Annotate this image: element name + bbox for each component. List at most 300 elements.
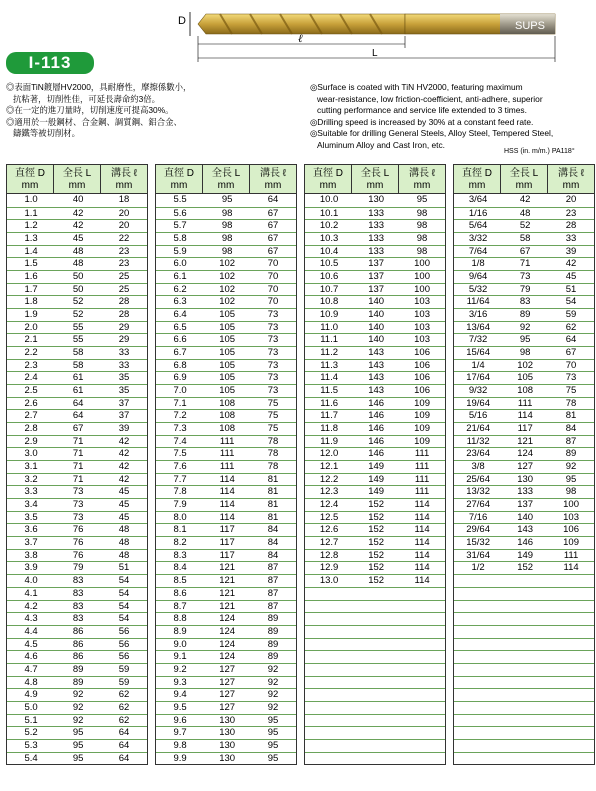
cell-total-length: 152 bbox=[368, 562, 385, 574]
cell-flute-length: 95 bbox=[267, 727, 279, 739]
table-row bbox=[305, 435, 445, 448]
table-row bbox=[454, 447, 594, 460]
cell-flute-length: 84 bbox=[565, 423, 577, 435]
header-label: 全長 L bbox=[509, 168, 539, 179]
cell-diameter: 3.0 bbox=[24, 448, 38, 460]
cell-diameter: 9.3 bbox=[173, 676, 187, 688]
table-row bbox=[454, 333, 594, 346]
cell-total-length bbox=[502, 715, 548, 727]
desc-en-line: ◎Surface is coated with TiN HV2000, featuring maximum bbox=[310, 82, 523, 92]
col-flute-length-header bbox=[547, 165, 594, 193]
cell-total-length: 133 bbox=[368, 245, 385, 257]
description-english bbox=[310, 82, 594, 151]
cell-diameter bbox=[305, 689, 353, 701]
table-row bbox=[305, 346, 445, 359]
cell-total-length: 140 bbox=[368, 334, 385, 346]
cell-total-length: 105 bbox=[219, 347, 236, 359]
table-row bbox=[156, 409, 296, 422]
cell-flute-length: 42 bbox=[118, 461, 130, 473]
cell-total-length: 61 bbox=[72, 385, 84, 397]
cell-diameter: 6.8 bbox=[173, 359, 187, 371]
table-row bbox=[305, 422, 445, 435]
cell-flute-length: 114 bbox=[414, 537, 430, 549]
cell-flute-length: 114 bbox=[414, 549, 430, 561]
cell-diameter: 10.0 bbox=[319, 194, 339, 205]
cell-total-length: 133 bbox=[368, 207, 385, 219]
cell-diameter: 7.4 bbox=[173, 435, 187, 447]
cell-total-length bbox=[353, 740, 399, 752]
cell-flute-length: 87 bbox=[267, 575, 279, 587]
col-total-length-header bbox=[53, 165, 100, 193]
cell-diameter: 1.8 bbox=[24, 296, 38, 308]
cell-flute-length: 64 bbox=[118, 752, 130, 764]
header-unit: mm bbox=[264, 180, 282, 191]
cell-diameter: 5/16 bbox=[468, 410, 488, 422]
cell-total-length: 79 bbox=[519, 283, 531, 295]
table-row bbox=[7, 650, 147, 663]
cell-diameter: 4.0 bbox=[24, 575, 38, 587]
col-total-length-header bbox=[500, 165, 547, 193]
cell-diameter bbox=[454, 626, 502, 638]
cell-diameter: 9.6 bbox=[173, 714, 187, 726]
cell-diameter bbox=[454, 677, 502, 689]
cell-total-length: 146 bbox=[368, 423, 385, 435]
table-row bbox=[7, 435, 147, 448]
cell-flute-length: 64 bbox=[118, 739, 130, 751]
cell-total-length: 67 bbox=[519, 245, 531, 257]
cell-flute-length: 28 bbox=[118, 296, 130, 308]
cell-flute-length: 100 bbox=[414, 258, 430, 270]
cell-total-length: 146 bbox=[368, 410, 385, 422]
cell-diameter: 7/64 bbox=[468, 245, 488, 257]
cell-flute-length: 39 bbox=[565, 245, 577, 257]
cell-flute-length bbox=[399, 727, 445, 739]
table-row bbox=[7, 485, 147, 498]
cell-flute-length: 98 bbox=[416, 207, 428, 219]
cell-diameter: 3.1 bbox=[24, 461, 38, 473]
cell-total-length: 117 bbox=[219, 524, 235, 536]
cell-total-length: 137 bbox=[368, 283, 385, 295]
cell-total-length: 105 bbox=[517, 372, 534, 384]
cell-total-length: 76 bbox=[72, 549, 84, 561]
cell-diameter: 3.8 bbox=[24, 549, 38, 561]
cell-total-length: 143 bbox=[368, 372, 385, 384]
header-unit: mm bbox=[115, 180, 133, 191]
cell-total-length: 71 bbox=[519, 258, 531, 270]
cell-total-length bbox=[353, 613, 399, 625]
cell-total-length bbox=[502, 575, 548, 587]
cell-total-length bbox=[502, 613, 548, 625]
table-row bbox=[7, 371, 147, 384]
cell-flute-length: 20 bbox=[118, 220, 130, 232]
cell-total-length: 105 bbox=[219, 359, 236, 371]
cell-flute-length: 95 bbox=[416, 194, 428, 205]
cell-flute-length: 114 bbox=[414, 511, 430, 523]
size-table bbox=[304, 164, 446, 765]
cell-flute-length: 73 bbox=[267, 372, 279, 384]
cell-flute-length bbox=[399, 715, 445, 727]
table-row bbox=[454, 485, 594, 498]
cell-total-length: 64 bbox=[72, 397, 84, 409]
cell-flute-length bbox=[399, 588, 445, 600]
cell-total-length: 133 bbox=[368, 220, 385, 232]
cell-flute-length: 106 bbox=[414, 347, 430, 359]
table-row bbox=[305, 409, 445, 422]
cell-total-length: 73 bbox=[72, 499, 84, 511]
cell-total-length: 121 bbox=[219, 562, 236, 574]
cell-total-length: 76 bbox=[72, 524, 84, 536]
table-row bbox=[454, 638, 594, 651]
cell-flute-length bbox=[548, 753, 594, 765]
cell-flute-length: 103 bbox=[414, 321, 430, 333]
cell-flute-length: 103 bbox=[563, 511, 579, 523]
cell-diameter: 3.2 bbox=[24, 473, 38, 485]
table-row bbox=[156, 384, 296, 397]
cell-diameter: 7/16 bbox=[468, 511, 488, 523]
table-row bbox=[454, 422, 594, 435]
table-row bbox=[454, 283, 594, 296]
cell-diameter: 10.2 bbox=[319, 220, 339, 232]
cell-flute-length bbox=[399, 689, 445, 701]
cell-total-length: 143 bbox=[517, 524, 534, 536]
table-row bbox=[156, 663, 296, 676]
cell-diameter: 11.1 bbox=[320, 334, 338, 346]
cell-diameter: 19/64 bbox=[466, 397, 490, 409]
cell-diameter bbox=[305, 651, 353, 663]
header-unit: mm bbox=[21, 180, 39, 191]
cell-flute-length: 67 bbox=[267, 207, 279, 219]
cell-flute-length: 109 bbox=[414, 435, 430, 447]
table-row bbox=[305, 257, 445, 270]
table-row bbox=[7, 612, 147, 625]
cell-total-length: 111 bbox=[517, 397, 533, 409]
cell-diameter: 10.6 bbox=[319, 271, 339, 283]
table-row bbox=[7, 422, 147, 435]
cell-diameter: 11/32 bbox=[466, 435, 490, 447]
cell-diameter: 3.5 bbox=[24, 511, 38, 523]
cell-total-length bbox=[353, 702, 399, 714]
cell-total-length: 121 bbox=[219, 575, 236, 587]
cell-diameter: 5.0 bbox=[24, 701, 38, 713]
table-row bbox=[454, 600, 594, 613]
cell-flute-length: 75 bbox=[267, 410, 279, 422]
table-row bbox=[305, 207, 445, 220]
cell-flute-length: 75 bbox=[565, 385, 577, 397]
table-row bbox=[7, 752, 147, 765]
cell-diameter bbox=[305, 715, 353, 727]
cell-flute-length: 29 bbox=[118, 334, 130, 346]
cell-diameter: 1.0 bbox=[24, 194, 38, 205]
cell-diameter: 11.3 bbox=[320, 359, 338, 371]
table-row bbox=[7, 346, 147, 359]
cell-flute-length bbox=[548, 601, 594, 613]
header-label: 直徑 D bbox=[164, 168, 194, 179]
cell-diameter: 10.1 bbox=[319, 207, 339, 219]
cell-diameter: 9.8 bbox=[173, 739, 187, 751]
description-chinese bbox=[6, 82, 296, 140]
cell-flute-length: 33 bbox=[565, 233, 577, 245]
cell-flute-length bbox=[548, 639, 594, 651]
cell-diameter: 13/32 bbox=[466, 486, 490, 498]
table-row bbox=[156, 701, 296, 714]
cell-diameter: 6.5 bbox=[173, 321, 187, 333]
table-row bbox=[156, 523, 296, 536]
cell-total-length: 86 bbox=[72, 638, 84, 650]
cell-diameter bbox=[305, 740, 353, 752]
cell-flute-length: 62 bbox=[118, 701, 130, 713]
table-row bbox=[454, 498, 594, 511]
cell-total-length: 83 bbox=[72, 613, 84, 625]
desc-en-line: ◎Suitable for drilling General Steels, Alloy Steel, Tempered Steel, bbox=[310, 128, 554, 138]
cell-flute-length bbox=[399, 639, 445, 651]
size-table bbox=[155, 164, 297, 765]
cell-diameter: 5.1 bbox=[24, 714, 38, 726]
cell-diameter: 2.3 bbox=[24, 359, 38, 371]
cell-diameter: 7.0 bbox=[173, 385, 187, 397]
cell-flute-length: 48 bbox=[118, 549, 130, 561]
cell-flute-length bbox=[548, 575, 594, 587]
cell-total-length: 117 bbox=[517, 423, 533, 435]
table-row bbox=[7, 549, 147, 562]
cell-total-length: 98 bbox=[221, 245, 233, 257]
desc-en-line: Aluminum Alloy and Cast Iron, etc. bbox=[317, 139, 446, 150]
header-label: 溝長 ℓ bbox=[408, 168, 435, 179]
cell-flute-length: 48 bbox=[118, 524, 130, 536]
table-row bbox=[454, 346, 594, 359]
header-label: 溝長 ℓ bbox=[557, 168, 584, 179]
cell-flute-length: 45 bbox=[118, 486, 130, 498]
cell-total-length: 137 bbox=[368, 271, 385, 283]
table-row bbox=[305, 219, 445, 232]
cell-flute-length: 54 bbox=[118, 613, 130, 625]
cell-total-length: 92 bbox=[519, 321, 531, 333]
cell-total-length: 102 bbox=[219, 296, 236, 308]
cell-total-length bbox=[502, 664, 548, 676]
cell-diameter: 1.3 bbox=[24, 233, 38, 245]
cell-total-length: 137 bbox=[517, 499, 534, 511]
cell-total-length: 111 bbox=[219, 461, 235, 473]
table-row bbox=[7, 219, 147, 232]
cell-total-length: 127 bbox=[517, 461, 534, 473]
cell-flute-length: 29 bbox=[118, 321, 130, 333]
cell-flute-length: 70 bbox=[565, 359, 577, 371]
cell-total-length bbox=[353, 753, 399, 765]
table-row bbox=[7, 194, 147, 207]
cell-total-length: 114 bbox=[219, 499, 235, 511]
cell-diameter bbox=[454, 664, 502, 676]
cell-total-length: 140 bbox=[517, 511, 534, 523]
cell-total-length: 52 bbox=[519, 220, 531, 232]
cell-diameter: 1.6 bbox=[24, 271, 38, 283]
cell-total-length bbox=[502, 753, 548, 765]
cell-diameter: 15/64 bbox=[466, 347, 490, 359]
table-row bbox=[305, 321, 445, 334]
cell-diameter: 11/64 bbox=[466, 296, 490, 308]
cell-total-length: 42 bbox=[72, 220, 84, 232]
table-row bbox=[156, 688, 296, 701]
cell-diameter: 1.1 bbox=[24, 207, 38, 219]
header-unit: mm bbox=[319, 180, 337, 191]
header-unit: mm bbox=[170, 180, 188, 191]
table-row bbox=[454, 295, 594, 308]
cell-diameter bbox=[454, 702, 502, 714]
cell-flute-length: 109 bbox=[414, 397, 430, 409]
table-row bbox=[305, 676, 445, 689]
cell-diameter bbox=[305, 601, 353, 613]
cell-total-length bbox=[502, 651, 548, 663]
desc-cn-line: ◎表面TiN鍍層HV2000，具耐磨性，摩擦係數小， bbox=[6, 82, 192, 92]
cell-total-length: 102 bbox=[517, 359, 534, 371]
table-row bbox=[7, 397, 147, 410]
cell-total-length bbox=[353, 715, 399, 727]
cell-flute-length: 67 bbox=[267, 220, 279, 232]
cell-diameter: 11.5 bbox=[320, 385, 338, 397]
table-row bbox=[156, 561, 296, 574]
cell-diameter bbox=[454, 639, 502, 651]
cell-diameter: 9.0 bbox=[173, 638, 187, 650]
cell-flute-length: 37 bbox=[118, 410, 130, 422]
cell-total-length: 143 bbox=[368, 359, 385, 371]
cell-total-length: 124 bbox=[219, 625, 236, 637]
cell-total-length bbox=[502, 588, 548, 600]
cell-diameter: 12.6 bbox=[319, 524, 339, 536]
cell-total-length: 114 bbox=[219, 486, 235, 498]
table-row bbox=[305, 194, 445, 207]
table-row bbox=[7, 714, 147, 727]
cell-flute-length bbox=[399, 677, 445, 689]
cell-flute-length: 28 bbox=[118, 309, 130, 321]
table-row bbox=[454, 232, 594, 245]
cell-flute-length: 23 bbox=[118, 258, 130, 270]
cell-flute-length: 92 bbox=[267, 701, 279, 713]
cell-diameter: 2.5 bbox=[24, 385, 38, 397]
cell-total-length: 79 bbox=[72, 562, 84, 574]
cell-total-length: 98 bbox=[221, 220, 233, 232]
cell-total-length: 130 bbox=[219, 739, 236, 751]
cell-total-length: 127 bbox=[219, 701, 236, 713]
cell-diameter: 4.9 bbox=[24, 689, 38, 701]
cell-diameter: 25/64 bbox=[466, 473, 490, 485]
cell-total-length: 140 bbox=[368, 321, 385, 333]
cell-diameter: 6.1 bbox=[173, 271, 187, 283]
cell-diameter: 4.4 bbox=[24, 625, 38, 637]
cell-diameter: 2.4 bbox=[24, 372, 38, 384]
cell-flute-length: 78 bbox=[565, 397, 577, 409]
cell-flute-length: 95 bbox=[267, 752, 279, 764]
desc-en-line: wear-resistance, low friction-coefficient, anti-adhere, superior bbox=[317, 93, 543, 104]
table-row bbox=[156, 333, 296, 346]
cell-diameter: 1.4 bbox=[24, 245, 38, 257]
cell-flute-length: 48 bbox=[118, 537, 130, 549]
cell-flute-length: 100 bbox=[563, 499, 579, 511]
cell-diameter: 5.6 bbox=[173, 207, 187, 219]
size-table bbox=[6, 164, 148, 765]
cell-flute-length: 106 bbox=[563, 524, 579, 536]
cell-total-length: 117 bbox=[219, 537, 235, 549]
cell-diameter: 7.5 bbox=[173, 448, 187, 460]
table-row bbox=[454, 257, 594, 270]
cell-total-length: 92 bbox=[72, 714, 84, 726]
cell-total-length: 130 bbox=[219, 752, 236, 764]
product-code-badge: I-113 bbox=[6, 52, 94, 74]
table-row bbox=[156, 397, 296, 410]
cell-diameter: 2.8 bbox=[24, 423, 38, 435]
table-row bbox=[454, 371, 594, 384]
cell-flute-length: 23 bbox=[118, 245, 130, 257]
table-row bbox=[454, 663, 594, 676]
cell-diameter bbox=[305, 626, 353, 638]
cell-total-length: 149 bbox=[368, 486, 385, 498]
cell-diameter: 27/64 bbox=[466, 499, 490, 511]
table-row bbox=[454, 308, 594, 321]
cell-diameter bbox=[454, 601, 502, 613]
cell-flute-length: 103 bbox=[414, 334, 430, 346]
cell-total-length: 71 bbox=[72, 473, 84, 485]
table-row bbox=[305, 625, 445, 638]
cell-total-length: 42 bbox=[519, 194, 531, 205]
cell-flute-length bbox=[548, 677, 594, 689]
cell-diameter: 12.5 bbox=[319, 511, 339, 523]
cell-total-length: 64 bbox=[72, 410, 84, 422]
table-row bbox=[7, 359, 147, 372]
table-row bbox=[7, 561, 147, 574]
cell-flute-length: 81 bbox=[267, 486, 279, 498]
cell-flute-length: 20 bbox=[118, 207, 130, 219]
cell-diameter: 3.4 bbox=[24, 499, 38, 511]
table-row bbox=[305, 498, 445, 511]
table-row bbox=[454, 523, 594, 536]
cell-diameter: 13/64 bbox=[466, 321, 490, 333]
header-label: 直徑 D bbox=[313, 168, 343, 179]
cell-total-length bbox=[502, 639, 548, 651]
table-row bbox=[454, 321, 594, 334]
table-row bbox=[305, 270, 445, 283]
cell-flute-length bbox=[548, 715, 594, 727]
cell-diameter: 10.7 bbox=[319, 283, 339, 295]
cell-diameter bbox=[454, 727, 502, 739]
cell-diameter: 2.0 bbox=[24, 321, 38, 333]
cell-flute-length: 78 bbox=[267, 448, 279, 460]
cell-diameter: 1.5 bbox=[24, 258, 38, 270]
cell-flute-length: 89 bbox=[267, 625, 279, 637]
cell-diameter: 8.9 bbox=[173, 625, 187, 637]
table-row bbox=[305, 574, 445, 587]
cell-total-length bbox=[353, 664, 399, 676]
cell-diameter: 6.2 bbox=[173, 283, 187, 295]
cell-flute-length: 56 bbox=[118, 638, 130, 650]
table-row bbox=[305, 752, 445, 765]
cell-diameter: 8.8 bbox=[173, 613, 187, 625]
cell-total-length: 152 bbox=[368, 524, 385, 536]
cell-diameter: 13.0 bbox=[319, 575, 339, 587]
cell-total-length: 98 bbox=[221, 233, 233, 245]
table-row bbox=[454, 726, 594, 739]
cell-diameter: 17/64 bbox=[466, 372, 490, 384]
cell-flute-length: 35 bbox=[118, 385, 130, 397]
table-row bbox=[305, 650, 445, 663]
table-row bbox=[156, 739, 296, 752]
cell-total-length: 121 bbox=[219, 587, 236, 599]
cell-total-length bbox=[502, 626, 548, 638]
cell-diameter: 8.1 bbox=[173, 524, 187, 536]
cell-diameter bbox=[305, 664, 353, 676]
cell-diameter: 6.9 bbox=[173, 372, 187, 384]
cell-diameter: 7.9 bbox=[173, 499, 187, 511]
cell-flute-length: 87 bbox=[267, 587, 279, 599]
cell-total-length: 42 bbox=[72, 207, 84, 219]
table-row bbox=[156, 536, 296, 549]
cell-diameter: 12.2 bbox=[319, 473, 339, 485]
